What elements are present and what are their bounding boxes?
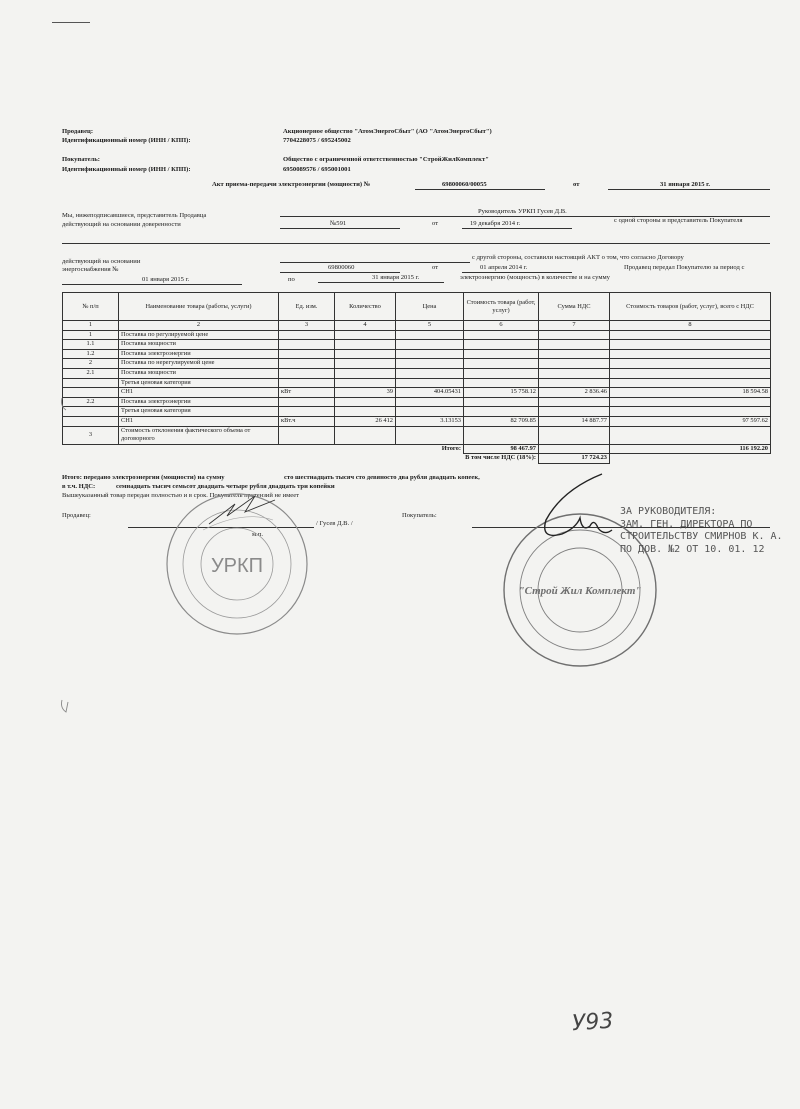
buyer-ink-stamp bbox=[620, 506, 783, 556]
table-row bbox=[63, 359, 771, 369]
row-vat: 2 836.46 bbox=[539, 388, 610, 398]
buyer-ink-line2: ЗАМ. ГЕН. ДИРЕКТОРА ПО bbox=[620, 518, 753, 530]
col-number: 6 bbox=[464, 321, 539, 331]
row-name: Поставка по регулируемой цене bbox=[119, 330, 279, 340]
buyer-inn-label: Идентификационный номер (ИНН / КПП): bbox=[62, 166, 191, 173]
vat-label: В том числе НДС (18%): bbox=[465, 454, 536, 462]
vat-total: 17 724.23 bbox=[539, 454, 610, 464]
table-row bbox=[63, 378, 771, 388]
power-date-underline bbox=[462, 228, 572, 229]
table-header-row bbox=[63, 293, 771, 321]
basis-underline bbox=[280, 262, 470, 263]
column-numbers-row bbox=[63, 321, 771, 331]
row-price bbox=[396, 378, 464, 388]
period-to-label: по bbox=[288, 276, 295, 283]
row-price bbox=[396, 407, 464, 417]
row-cost bbox=[464, 397, 539, 407]
row-vat bbox=[539, 426, 610, 444]
buyer-stamp-text: "Строй Жил Комплект" bbox=[518, 585, 642, 597]
row-total bbox=[610, 349, 771, 359]
row-name: Поставка электроэнергии bbox=[119, 397, 279, 407]
buyer-name: Общество с ограниченной ответственностью "СтройЖилКомплект" bbox=[283, 156, 489, 163]
row-name: Третья ценовая категория bbox=[119, 378, 279, 388]
scan-mark-hole bbox=[58, 396, 74, 414]
col-number: 5 bbox=[396, 321, 464, 331]
total-row bbox=[63, 444, 771, 454]
row-total bbox=[610, 397, 771, 407]
col-number: 7 bbox=[539, 321, 610, 331]
row-vat bbox=[539, 359, 610, 369]
buyer-ink-line3: СТРОИТЕЛЬСТВУ СМИРНОВ К. А. bbox=[620, 531, 783, 542]
table-row bbox=[63, 426, 771, 444]
row-cost bbox=[464, 426, 539, 444]
row-unit bbox=[279, 349, 335, 359]
row-total bbox=[610, 340, 771, 350]
col-number: 1 bbox=[63, 321, 119, 331]
row-name: Поставка мощности bbox=[119, 340, 279, 350]
row-vat bbox=[539, 397, 610, 407]
period-to: 31 января 2015 г. bbox=[372, 274, 420, 281]
row-n: 2.2 bbox=[63, 397, 119, 407]
row-total bbox=[610, 407, 771, 417]
header-cell: Стоимость товара (работ, услуг) bbox=[464, 293, 539, 321]
contract-from: от bbox=[432, 264, 439, 271]
act-date-underline bbox=[608, 189, 770, 190]
total-cost: 98 467.97 bbox=[464, 444, 539, 454]
contract-date-underline bbox=[462, 272, 572, 273]
row-n: 3 bbox=[63, 426, 119, 444]
scan-mark bbox=[52, 22, 90, 23]
row-cost bbox=[464, 330, 539, 340]
table-row bbox=[63, 416, 771, 426]
act-date-label: от bbox=[573, 181, 580, 188]
row-name: Стоимость отклонения фактического объема от договорного bbox=[119, 426, 279, 444]
row-unit bbox=[279, 407, 335, 417]
seller-label: Продавец: bbox=[62, 128, 94, 135]
row-n: 2 bbox=[63, 359, 119, 369]
seller-stamp-text: УРКП bbox=[210, 555, 264, 577]
seller-inn-label: Идентификационный номер (ИНН / КПП): bbox=[62, 137, 191, 144]
row-qty bbox=[335, 330, 396, 340]
row-unit: кВт.ч bbox=[279, 416, 335, 426]
sign-seller-name: / Гусев Д.В. / bbox=[316, 520, 353, 527]
row-cost bbox=[464, 359, 539, 369]
scan-mark-hole bbox=[58, 698, 74, 716]
row-cost bbox=[464, 349, 539, 359]
table-row bbox=[63, 407, 771, 417]
contract-date: 01 апреля 2014 г. bbox=[480, 264, 528, 271]
summary-note: Вышеуказанный товар передан полностью и в срок. Покупатель претензий не имеет bbox=[62, 492, 300, 499]
one-side: с одной стороны и представитель Покупателя bbox=[614, 217, 743, 224]
header-cell: Наименование товара (работы, услуги) bbox=[119, 293, 279, 321]
header-cell: Количество bbox=[335, 293, 396, 321]
row-qty bbox=[335, 407, 396, 417]
buyer-rep-line bbox=[62, 243, 770, 244]
row-vat bbox=[539, 407, 610, 417]
row-unit bbox=[279, 426, 335, 444]
row-name: Поставка электроэнергии bbox=[119, 349, 279, 359]
table-row bbox=[63, 388, 771, 398]
buyer-label: Покупатель: bbox=[62, 156, 100, 163]
contract-no: 69800060 bbox=[328, 264, 355, 271]
row-price bbox=[396, 330, 464, 340]
contract-no-underline bbox=[280, 272, 400, 273]
row-cost bbox=[464, 407, 539, 417]
total-label: Итого: bbox=[441, 444, 461, 452]
header-cell: Ед. изм. bbox=[279, 293, 335, 321]
contract-label: энергоснабжения № bbox=[62, 266, 119, 273]
row-cost bbox=[464, 340, 539, 350]
row-qty bbox=[335, 378, 396, 388]
row-total bbox=[610, 330, 771, 340]
act-number-underline bbox=[415, 189, 545, 190]
row-unit bbox=[279, 340, 335, 350]
table-row bbox=[63, 330, 771, 340]
act-date: 31 января 2015 г. bbox=[660, 181, 711, 188]
act-title: Акт приема-передачи электроэнергии (мощности) № bbox=[212, 181, 371, 188]
row-qty: 39 bbox=[335, 388, 396, 398]
row-cost bbox=[464, 378, 539, 388]
summary-vat-words: семнадцать тысяч семьсот двадцать четыре рубля двадцать три копейки bbox=[116, 483, 335, 490]
power-date: 19 декабря 2014 г. bbox=[470, 220, 521, 227]
row-vat bbox=[539, 330, 610, 340]
seller-transferred: Продавец передал Покупателю за период с bbox=[624, 264, 745, 271]
col-number: 3 bbox=[279, 321, 335, 331]
period-from-underline bbox=[62, 284, 242, 285]
goods-table bbox=[62, 292, 771, 464]
summary-transferred-words: сто шестнадцать тысяч сто девяносто два рубля двадцать копеек, bbox=[284, 474, 480, 481]
row-total bbox=[610, 426, 771, 444]
power-no-underline bbox=[280, 228, 400, 229]
row-n bbox=[63, 378, 119, 388]
row-total: 97 597.62 bbox=[610, 416, 771, 426]
row-price bbox=[396, 426, 464, 444]
row-total: 18 594.58 bbox=[610, 388, 771, 398]
summary-vat-label: в т.ч. НДС: bbox=[62, 483, 96, 490]
row-total bbox=[610, 368, 771, 378]
row-total bbox=[610, 378, 771, 388]
row-total bbox=[610, 359, 771, 369]
row-cost: 82 709.85 bbox=[464, 416, 539, 426]
row-name: Третья ценовая категория bbox=[119, 407, 279, 417]
row-vat bbox=[539, 368, 610, 378]
table-row bbox=[63, 349, 771, 359]
row-unit: кВт bbox=[279, 388, 335, 398]
row-price bbox=[396, 397, 464, 407]
row-price: 3.13153 bbox=[396, 416, 464, 426]
period-to-underline bbox=[318, 282, 444, 283]
electricity-text: электроэнергию (мощность) в количестве и на сумму bbox=[460, 274, 610, 281]
seller-name: Акционерное общество "АтомЭнергоСбыт" (АО "АтомЭнергоСбыт") bbox=[283, 128, 492, 135]
acting-basis: действующий на основании bbox=[62, 258, 141, 265]
col-number: 4 bbox=[335, 321, 396, 331]
table-row bbox=[63, 368, 771, 378]
row-n bbox=[63, 416, 119, 426]
row-name: СН1 bbox=[119, 388, 279, 398]
total-all: 116 192.20 bbox=[610, 444, 771, 454]
row-name: Поставка мощности bbox=[119, 368, 279, 378]
power-from: от bbox=[432, 220, 439, 227]
row-unit bbox=[279, 330, 335, 340]
row-n: 1.1 bbox=[63, 340, 119, 350]
row-price: 404.05431 bbox=[396, 388, 464, 398]
we-text: Мы, нижеподписавшиеся, представитель Продавца bbox=[62, 212, 207, 219]
table-row bbox=[63, 397, 771, 407]
header-cell: Стоимость товаров (работ, услуг), всего с НДС bbox=[610, 293, 771, 321]
row-cost: 15 758.12 bbox=[464, 388, 539, 398]
act-number: 69800060/00055 bbox=[442, 181, 487, 188]
row-vat bbox=[539, 340, 610, 350]
row-n: 2.1 bbox=[63, 368, 119, 378]
row-unit bbox=[279, 359, 335, 369]
seller-inn: 7704228075 / 695245002 bbox=[283, 137, 351, 144]
row-unit bbox=[279, 368, 335, 378]
row-qty bbox=[335, 340, 396, 350]
row-unit bbox=[279, 378, 335, 388]
table-row bbox=[63, 340, 771, 350]
buyer-signature bbox=[532, 470, 622, 550]
row-qty bbox=[335, 368, 396, 378]
row-vat: 14 887.77 bbox=[539, 416, 610, 426]
row-unit bbox=[279, 397, 335, 407]
buyer-ink-line1: ЗА РУКОВОДИТЕЛЯ: bbox=[620, 506, 717, 517]
row-qty bbox=[335, 359, 396, 369]
row-name: СН1 bbox=[119, 416, 279, 426]
row-price bbox=[396, 349, 464, 359]
acting-by-power: действующий на основании доверенности bbox=[62, 221, 181, 228]
row-qty bbox=[335, 349, 396, 359]
sign-buyer-label: Покупатель: bbox=[402, 512, 437, 519]
period-from: 01 января 2015 г. bbox=[142, 276, 190, 283]
sign-seller-label: Продавец: bbox=[62, 512, 91, 519]
row-price bbox=[396, 359, 464, 369]
header-cell: Цена bbox=[396, 293, 464, 321]
row-n: 1.2 bbox=[63, 349, 119, 359]
header-cell: Сумма НДС bbox=[539, 293, 610, 321]
buyer-inn: 6950089576 / 695001001 bbox=[283, 166, 351, 173]
col-number: 8 bbox=[610, 321, 771, 331]
handwritten-page-number: У93 bbox=[571, 1008, 615, 1037]
row-vat bbox=[539, 378, 610, 388]
row-price bbox=[396, 368, 464, 378]
row-qty: 26 412 bbox=[335, 416, 396, 426]
col-number: 2 bbox=[119, 321, 279, 331]
other-side: с другой стороны, составили настоящий АКТ о том, что согласно Договору bbox=[472, 254, 684, 261]
power-no: №591 bbox=[330, 220, 347, 227]
row-qty bbox=[335, 426, 396, 444]
row-name: Поставка по нерегулируемой цене bbox=[119, 359, 279, 369]
row-qty bbox=[335, 397, 396, 407]
sign-mp: м.п. bbox=[252, 531, 263, 538]
rep-seller: Руководитель УРКП Гусев Д.В. bbox=[478, 208, 567, 215]
summary-transferred-label: Итого: передано электроэнергии (мощности) на сумму bbox=[62, 474, 225, 481]
row-price bbox=[396, 340, 464, 350]
row-n: 1 bbox=[63, 330, 119, 340]
header-cell: № п/п bbox=[63, 293, 119, 321]
buyer-ink-line4: ПО ДОВ. №2 ОТ 10. 01. 12 bbox=[620, 543, 765, 555]
row-cost bbox=[464, 368, 539, 378]
seller-signature bbox=[205, 490, 285, 530]
vat-row bbox=[63, 454, 771, 464]
row-vat bbox=[539, 349, 610, 359]
